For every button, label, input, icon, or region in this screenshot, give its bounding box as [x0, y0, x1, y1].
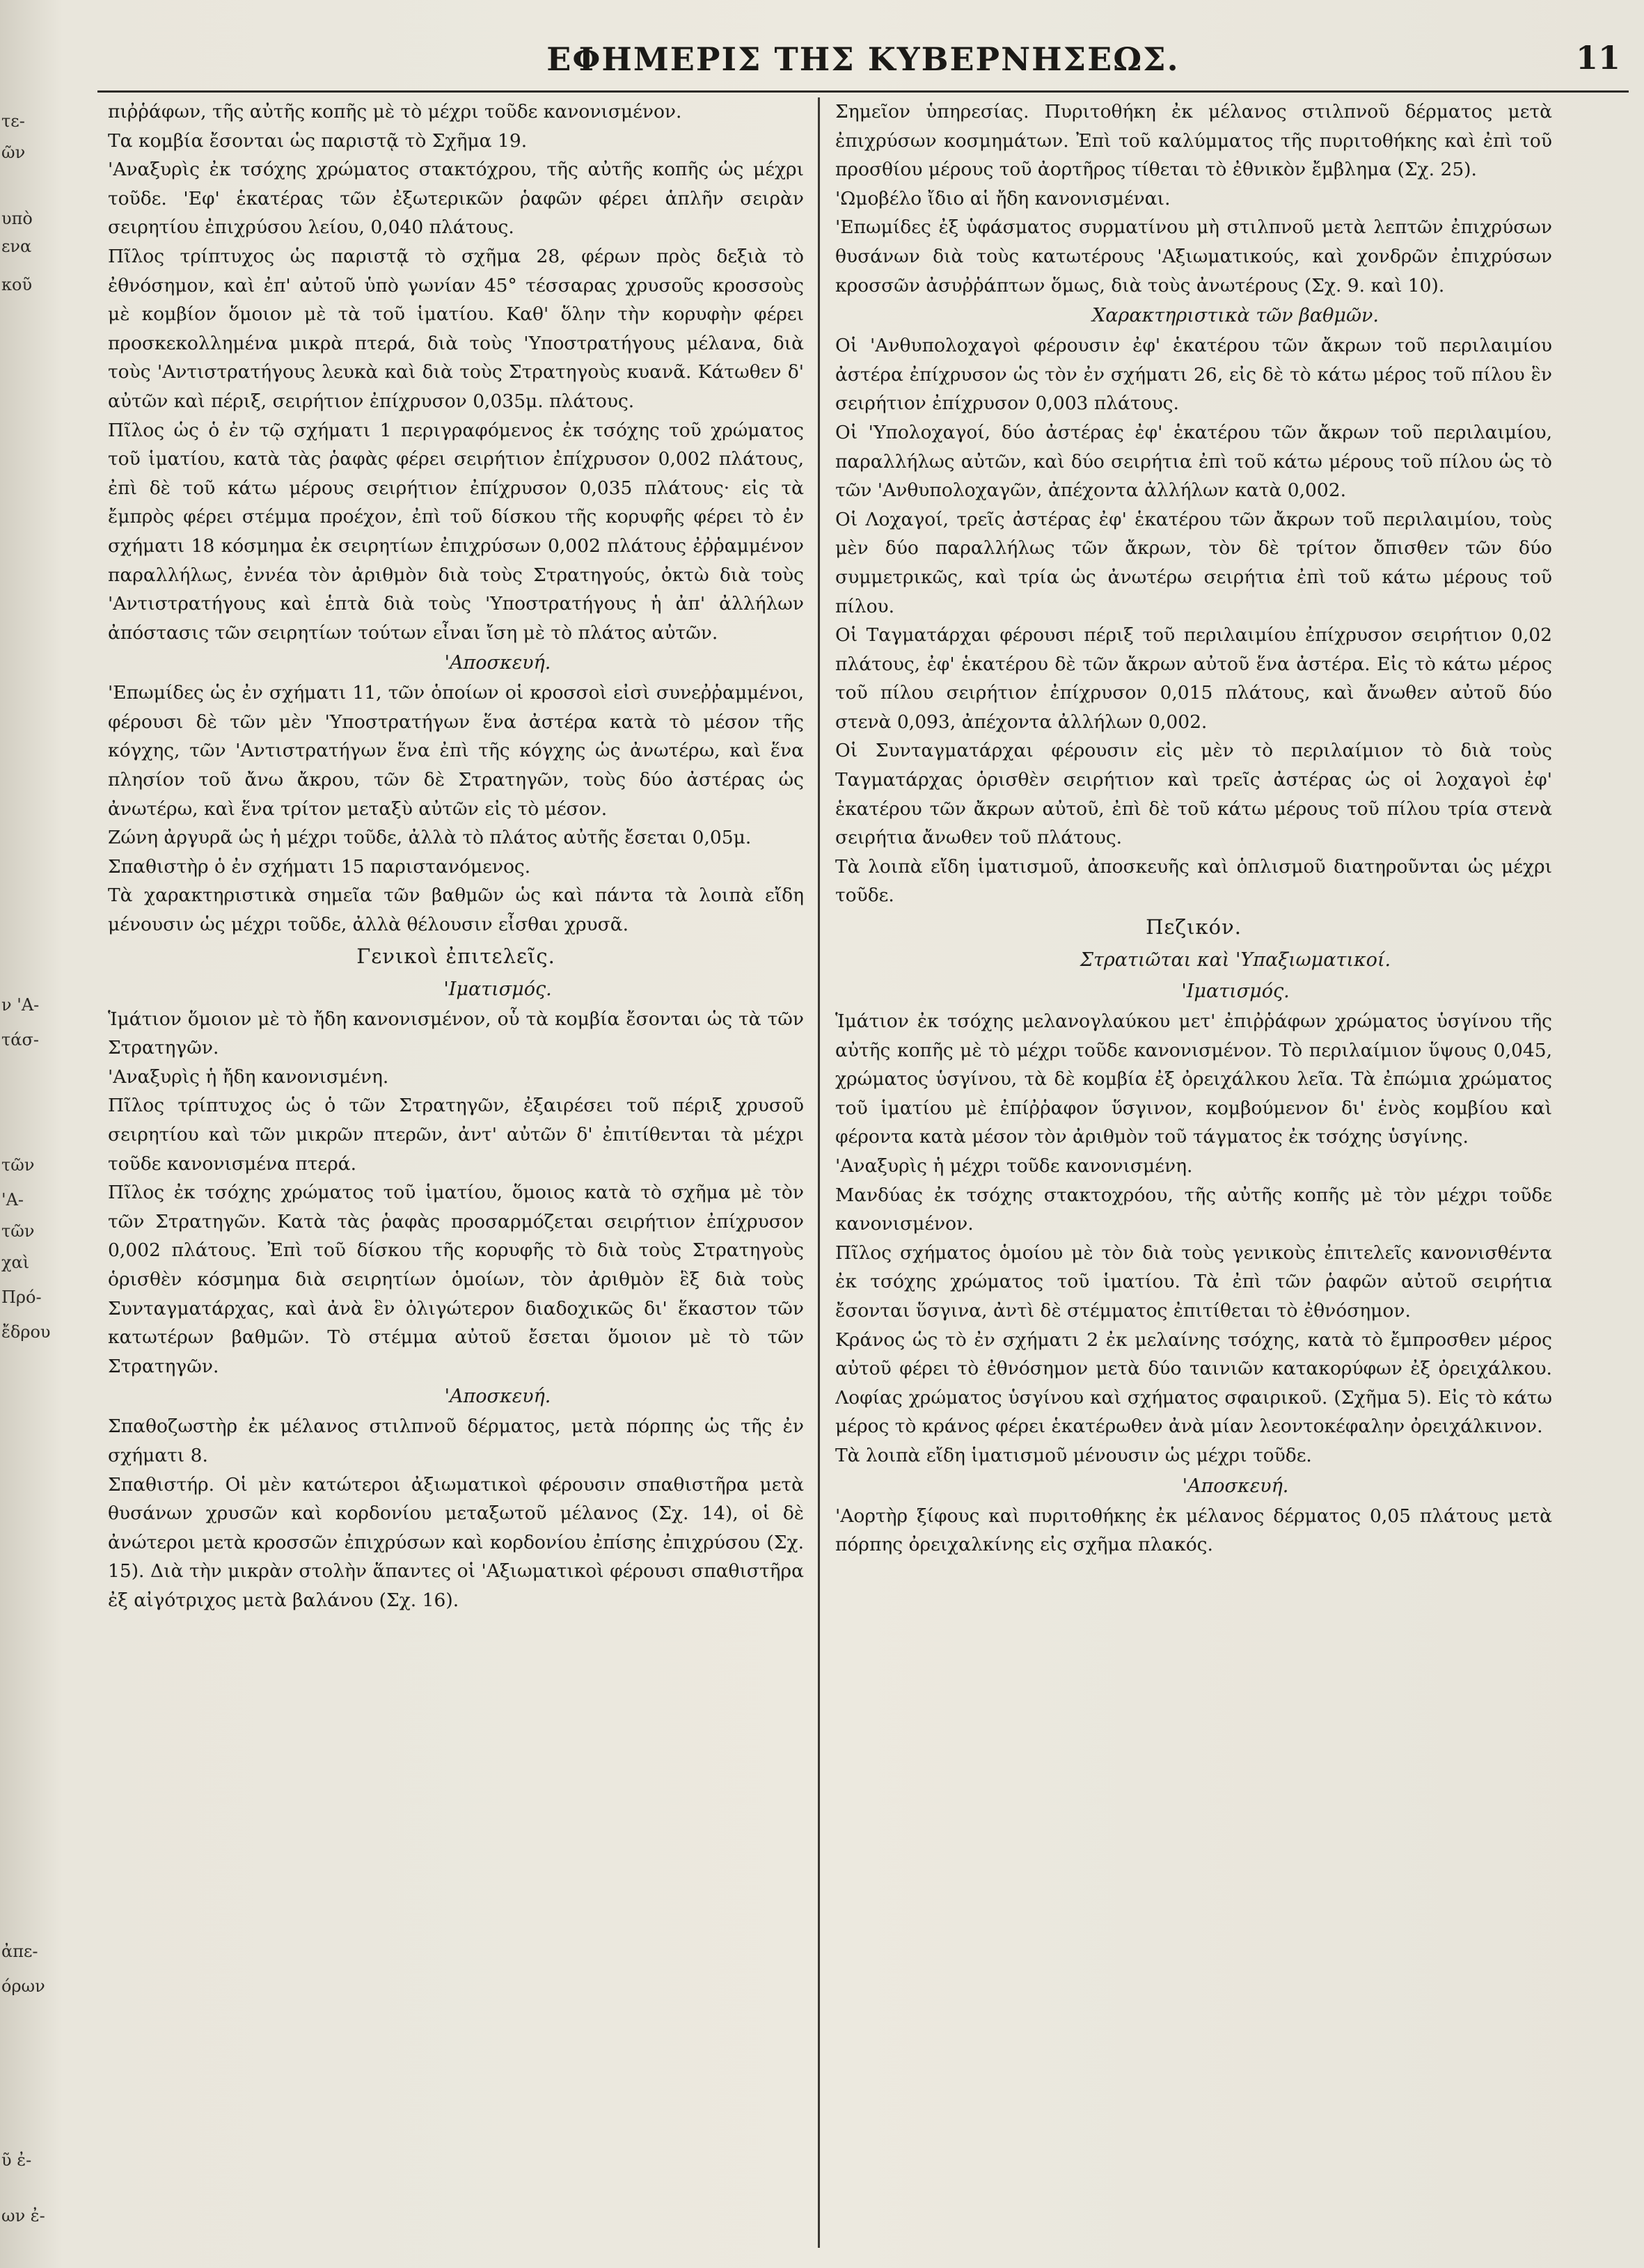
page-header [97, 28, 1629, 93]
margin-fragment: ῦ ἐ- [1, 2150, 32, 2170]
paragraph: Ἱμάτιον ἐκ τσόχης μελανογλαύκου μετ' ἐπιῤῥάφων χρώματος ὑσγίνου τῆς αὐτῆς κοπῆς μὲ τὸ μέχρι τοῦδε κανονισμένον. Τὸ περιλαίμιον ὕψους 0,045, χρώματος ὑσγίνου, τὰ δὲ κομβία ἐξ ὀρειχάλκου λεῖα. Τὰ ἐπώμια χρώματος τοῦ ἱματίου μὲ ἐπίῤῥαφον ὕσγινον, κομβούμενον δι' ἑνὸς κομβίου καὶ φέροντα κατὰ μέσον τὸν ἀριθμὸν τοῦ τάγματος ἐκ τσόχης ὑσγίνης. [835, 1010, 1552, 1148]
paragraph: Σημεῖον ὑπηρεσίας. Πυριτοθήκη ἐκ μέλανος στιλπνοῦ δέρματος μετὰ ἐπιχρύσων κοσμημάτων. Ἐπὶ τοῦ καλύμματος τῆς πυριτοθήκης καὶ ἐπὶ τοῦ προσθίου μέρους τοῦ ἀορτῆρος τίθεται τὸ ἐθνικὸν ἔμβλημα (Σχ. 25). [835, 101, 1552, 181]
margin-fragment: ενα [1, 237, 32, 256]
margin-fragment: ἔδρου [1, 1322, 51, 1342]
paragraph: 'Αναξυρὶς ἡ μέχρι τοῦδε κανονισμένη. [835, 1155, 1193, 1177]
paragraph: Μανδύας ἐκ τσόχης στακτοχρόου, τῆς αὐτῆς κοπῆς μὲ τὸν μέχρι τοῦδε κανονισμένον. [835, 1184, 1552, 1235]
section-heading: Γενικοὶ ἐπιτελεῖς. [356, 944, 555, 968]
paragraph: Οἱ 'Υπολοχαγοί, δύο ἀστέρας ἐφ' ἑκατέρου τῶν ἄκρων τοῦ περιλαιμίου, παραλλήλως αὐτῶν, καὶ δύο σειρήτια ἐπὶ τοῦ κάτω μέρους τοῦ πίλου ὡς τὸ τῶν 'Ανθυπολοχαγῶν, ἀπέχοντα ἀλλήλων κατὰ 0,002. [835, 421, 1552, 502]
paragraph: 'Ωμοβέλο ἴδιο αἱ ἤδη κανονισμέναι. [835, 187, 1171, 209]
paragraph: Οἱ Λοχαγοί, τρεῖς ἀστέρας ἐφ' ἑκατέρου τῶν ἄκρων τοῦ περιλαιμίου, τοὺς μὲν δύο παραλλήλως τῶν ἄκρων, τὸν δὲ τρίτον ὄπισθεν τῶν δύο συμμετρικῶς, καὶ τρία ὡς ἀνωτέρω σειρήτια ἐπὶ τοῦ κάτω μέρους τοῦ πίλου. [835, 508, 1552, 617]
margin-fragment: ν 'Α- [1, 995, 40, 1015]
paragraph: Τα κομβία ἔσονται ὡς παριστᾷ τὸ Σχῆμα 19. [108, 129, 528, 152]
margin-fragment: χαὶ [1, 1253, 30, 1272]
margin-fragment: τῶν [1, 1221, 35, 1241]
section-heading: 'Αποσκευή. [444, 652, 551, 674]
paragraph: Σπαθιστήρ. Οἱ μὲν κατώτεροι ἀξιωματικοὶ φέρουσιν σπαθιστῆρα μετὰ θυσάνων χρυσῶν καὶ κορδονίου μεταξωτοῦ μέλανος (Σχ. 14), οἱ δὲ ἀνώτεροι μετὰ κροσσῶν ἐπιχρύσων καὶ κορδονίου ἐπίσης ἐπιχρύσου (Σχ. 15). Διὰ τὴν μικρὰν στολὴν ἅπαντες οἱ 'Αξιωματικοὶ φέρουσι σπαθιστῆρα ἐξ αἰγότριχος μετὰ βαλάνου (Σχ. 16). [108, 1473, 804, 1611]
column-divider [818, 97, 820, 2248]
paragraph: πιῤῥάφων, τῆς αὐτῆς κοπῆς μὲ τὸ μέχρι τοῦδε κανονισμένον. [108, 101, 682, 122]
left-column [108, 97, 804, 2255]
paragraph: Πῖλος τρίπτυχος ὡς ὁ τῶν Στρατηγῶν, ἐξαιρέσει τοῦ πέριξ χρυσοῦ σειρητίου καὶ τῶν μικρῶν πτερῶν, ἀντ' αὐτῶν δ' ἐπιτίθενται τὰ μέχρι τοῦδε κανονισμένα πτερά. [108, 1095, 804, 1175]
section-heading: 'Αποσκευή. [1182, 1475, 1289, 1497]
margin-fragment: τῶν [1, 1155, 35, 1175]
margin-fragment: ἀπε- [1, 1942, 38, 1961]
section-heading: 'Ιματισμός. [443, 978, 552, 1000]
paragraph: Τὰ λοιπὰ εἴδη ἱματισμοῦ, ἀποσκευῆς καὶ ὁπλισμοῦ διατηροῦνται ὡς μέχρι τοῦδε. [835, 855, 1552, 907]
paragraph: 'Επωμίδες ἐξ ὑφάσματος συρματίνου μὴ στιλπνοῦ μετὰ λεπτῶν ἐπιχρύσων θυσάνων διὰ τοὺς κατωτέρους 'Αξιωματικούς, καὶ χονδρῶν ἐπιχρύσων κροσσῶν ἀσυῤῥάπτων ὅμως, διὰ τοὺς ἀνωτέρους (Σχ. 9. καὶ 10). [835, 216, 1552, 296]
paragraph: Ἱμάτιον ὅμοιον μὲ τὸ ἤδη κανονισμένον, οὗ τὰ κομβία ἔσονται ὡς τὰ τῶν Στρατηγῶν. [108, 1008, 804, 1059]
section-heading: Πεζικόν. [1146, 915, 1242, 939]
page-number: 11 [1575, 39, 1620, 77]
paragraph: 'Επωμίδες ὡς ἐν σχήματι 11, τῶν ὁποίων οἱ κροσσοὶ εἰσὶ συνεῤῥαμμένοι, φέρουσι δὲ τῶν μὲν 'Υποστρατήγων ἕνα ἀστέρα κατὰ τὸ μέσον τῆς κόγχης, τῶν 'Αντιστρατήγων ἕνα ἐπὶ τῆς κόγχης ὡς ἀνωτέρω, καὶ ἕνα πλησίον τοῦ ἄνω ἄκρου, τῶν δὲ Στρατηγῶν, τοὺς δύο ἀστέρας ὡς ἀνωτέρω, καὶ ἕνα τρίτον μεταξὺ αὐτῶν εἰς τὸ μέσον. [108, 682, 804, 820]
paragraph: Σπαθοζωστὴρ ἐκ μέλανος στιλπνοῦ δέρματος, μετὰ πόρπης ὡς τῆς ἐν σχήματι 8. [108, 1415, 804, 1466]
margin-fragment: κοῦ [1, 275, 33, 294]
paragraph: Τὰ χαρακτηριστικὰ σημεῖα τῶν βαθμῶν ὡς καὶ πάντα τὰ λοιπὰ εἴδη μένουσιν ὡς μέχρι τοῦδε, ἀλλὰ θέλουσιν εἶσθαι χρυσᾶ. [108, 885, 804, 936]
paragraph: Οἱ 'Ανθυπολοχαγοὶ φέρουσιν ἐφ' ἑκατέρου τῶν ἄκρων τοῦ περιλαιμίου ἀστέρα ἐπίχρυσον ὡς τὸν ἐν σχήματι 26, εἰς δὲ τὸ κάτω μέρος τοῦ πίλου ἓν σειρήτιον ἐπίχρυσον 0,003 πλάτους. [835, 335, 1552, 415]
paragraph: Κράνος ὡς τὸ ἐν σχήματι 2 ἐκ μελαίνης τσόχης, κατὰ τὸ ἔμπροσθεν μέρος αὐτοῦ φέρει τὸ ἐθνόσημον μετὰ δύο ταινιῶν κατακορύφων ἐξ ὀρειχάλκου. Λοφίας χρώματος ὑσγίνου καὶ σχήματος σφαιρικοῦ. (Σχῆμα 5). Εἰς τὸ κάτω μέρος τὸ κράνος φέρει ἑκατέρωθεν ἀνὰ μίαν λεοντοκέφαλην ὀρειχάλκινον. [835, 1329, 1552, 1438]
section-heading: Στρατιῶται καὶ 'Υπαξιωματικοί. [1080, 949, 1391, 972]
paragraph: Πῖλος ἐκ τσόχης χρώματος τοῦ ἱματίου, ὅμοιος κατὰ τὸ σχῆμα μὲ τὸν τῶν Στρατηγῶν. Κατὰ τὰς ῥαφὰς προσαρμόζεται σειρήτιον ἐπίχρυσον 0,002 πλάτους. Ἐπὶ τοῦ δίσκου τῆς κορυφῆς τὸ διὰ τοὺς Στρατηγοὺς ὁρισθὲν κόσμημα διὰ σειρητίων ὁμοίων, τὸν ἀριθμὸν ἓξ διὰ τοὺς Συνταγματάρχας, καὶ ἀνὰ ἓν ὀλιγώτερον διαδοχικῶς δι' ἕκαστον τῶν κατωτέρων βαθμῶν. Τὸ στέμμα αὐτοῦ ἔσεται ὅμοιον μὲ τὸ τῶν Στρατηγῶν. [108, 1182, 804, 1377]
paragraph: Τὰ λοιπὰ εἴδη ἱματισμοῦ μένουσιν ὡς μέχρι τοῦδε. [835, 1444, 1312, 1466]
paragraph: Πῖλος σχήματος ὁμοίου μὲ τὸν διὰ τοὺς γενικοὺς ἐπιτελεῖς κανονισθέντα ἐκ τσόχης χρώματος τοῦ ἱματίου. Τὰ ἐπὶ τῶν ῥαφῶν αὐτοῦ σειρήτια ἔσονται ὕσγινα, ἀντὶ δὲ στέμματος ἐπιτίθεται τὸ ἐθνόσημον. [835, 1242, 1552, 1322]
margin-fragment: Πρό- [1, 1287, 42, 1307]
paragraph: Σπαθιστὴρ ὁ ἐν σχήματι 15 παριστανόμενος. [108, 855, 531, 878]
section-heading: Χαρακτηριστικὰ τῶν βαθμῶν. [1092, 305, 1379, 327]
newspaper-title: ΕΦΗΜΕΡΙΣ ΤΗΣ ΚΥΒΕΡΝΗΣΕΩΣ. [546, 40, 1180, 78]
left-margin-fragments [0, 90, 77, 2248]
margin-fragment: υπὸ [1, 209, 33, 228]
paragraph: Πῖλος ὡς ὁ ἐν τῷ σχήματι 1 περιγραφόμενος ἐκ τσόχης τοῦ χρώματος τοῦ ἱματίου, κατὰ τὰς ῥαφὰς φέρει σειρήτιον ἐπίχρυσον 0,002 πλάτους, ἐπὶ δὲ τοῦ κάτω μέρους σειρήτιον ἐπίχρυσον 0,035 πλάτους· εἰς τὰ ἔμπρὸς φέρει στέμμα προέχον, ἐπὶ τοῦ δίσκου τῆς κορυφῆς φέρει τὸ ἐν σχήματι 18 κόσμημα ἐκ σειρητίων ἐπιχρύσων 0,002 πλάτους ἐῤῥαμμένον παραλλήλως, ἐννέα τὸν ἀριθμὸν διὰ τοὺς Στρατηγούς, ὀκτὼ διὰ τοὺς 'Αντιστρατήγους καὶ ἑπτὰ διὰ τοὺς 'Υποστρατήγους ἡ ἀπ' ἀλλήλων ἀπόστασις τῶν σειρητίων τούτων εἶναι ἴση μὲ τὸ πλάτος αὐτῶν. [108, 419, 804, 644]
margin-fragment: ῶν [1, 143, 26, 162]
margin-fragment: ων ἐ- [1, 2206, 45, 2226]
margin-fragment: 'Α- [1, 1190, 24, 1210]
margin-fragment: όρων [1, 1976, 45, 1996]
margin-fragment: τάσ- [1, 1030, 39, 1049]
paragraph: Ζώνη ἀργυρᾶ ὡς ἡ μέχρι τοῦδε, ἀλλὰ τὸ πλάτος αὐτῆς ἔσεται 0,05μ. [108, 827, 752, 849]
paragraph: 'Αορτὴρ ξίφους καὶ πυριτοθήκης ἐκ μέλανος δέρματος 0,05 πλάτους μετὰ πόρπης ὀρειχαλκίνης εἰς σχῆμα πλακός. [835, 1505, 1552, 1556]
section-heading: 'Αποσκευή. [444, 1386, 551, 1408]
paragraph: Πῖλος τρίπτυχος ὡς παριστᾷ τὸ σχῆμα 28, φέρων πρὸς δεξιὰ τὸ ἐθνόσημον, καὶ ἐπ' αὐτοῦ ὑπὸ γωνίαν 45° τέσσαρας χρυσοῦς κροσσοὺς μὲ κομβίον ὅμοιον μὲ τὰ τοῦ ἱματίου. Καθ' ὅλην τὴν κορυφὴν φέρει προσκεκολλημένα μικρὰ πτερά, διὰ τοὺς 'Υποστρατήγους μέλανα, διὰ τοὺς 'Αντιστρατήγους λευκὰ καὶ διὰ τοὺς Στρατηγοὺς κυανᾶ. Κάτωθεν δ' αὐτῶν καὶ πέριξ, σειρήτιον ἐπίχρυσον 0,035μ. πλάτους. [108, 245, 804, 412]
paragraph: Οἱ Ταγματάρχαι φέρουσι πέριξ τοῦ περιλαιμίου ἐπίχρυσον σειρήτιον 0,02 πλάτους, ἐφ' ἑκατέρου δὲ τῶν ἄκρων αὐτοῦ ἕνα ἀστέρα. Εἰς τὸ κάτω μέρος τοῦ πίλου σειρήτιον ἐπίχρυσον 0,015 πλάτους, καὶ ἄνωθεν αὐτοῦ δύο στενὰ 0,093, ἀπέχοντα ἀλλήλων 0,002. [835, 624, 1552, 733]
section-heading: 'Ιματισμός. [1181, 981, 1290, 1003]
right-column [835, 97, 1552, 2255]
paragraph: 'Αναξυρὶς ἐκ τσόχης χρώματος στακτόχρου, τῆς αὐτῆς κοπῆς ὡς μέχρι τοῦδε. 'Εφ' ἑκατέρας τῶν ἐξωτερικῶν ῥαφῶν φέρει ἁπλῆν σειρὰν σειρητίου ἐπιχρύσου λείου, 0,040 πλάτους. [108, 159, 804, 239]
margin-fragment: τε- [1, 111, 25, 131]
paragraph: 'Αναξυρὶς ἡ ἤδη κανονισμένη. [108, 1065, 389, 1088]
paragraph: Οἱ Συνταγματάρχαι φέρουσιν εἰς μὲν τὸ περιλαίμιον τὸ διὰ τοὺς Ταγματάρχας ὁρισθὲν σειρήτιον καὶ τρεῖς ἀστέρας ὡς οἱ λοχαγοὶ ἐφ' ἑκατέρου τῶν ἄκρων αὐτοῦ, ἐπὶ δὲ τοῦ κάτω μέρους τοῦ πίλου τρία στενὰ σειρήτια ἄνωθεν τοῦ πλάτους. [835, 740, 1552, 849]
